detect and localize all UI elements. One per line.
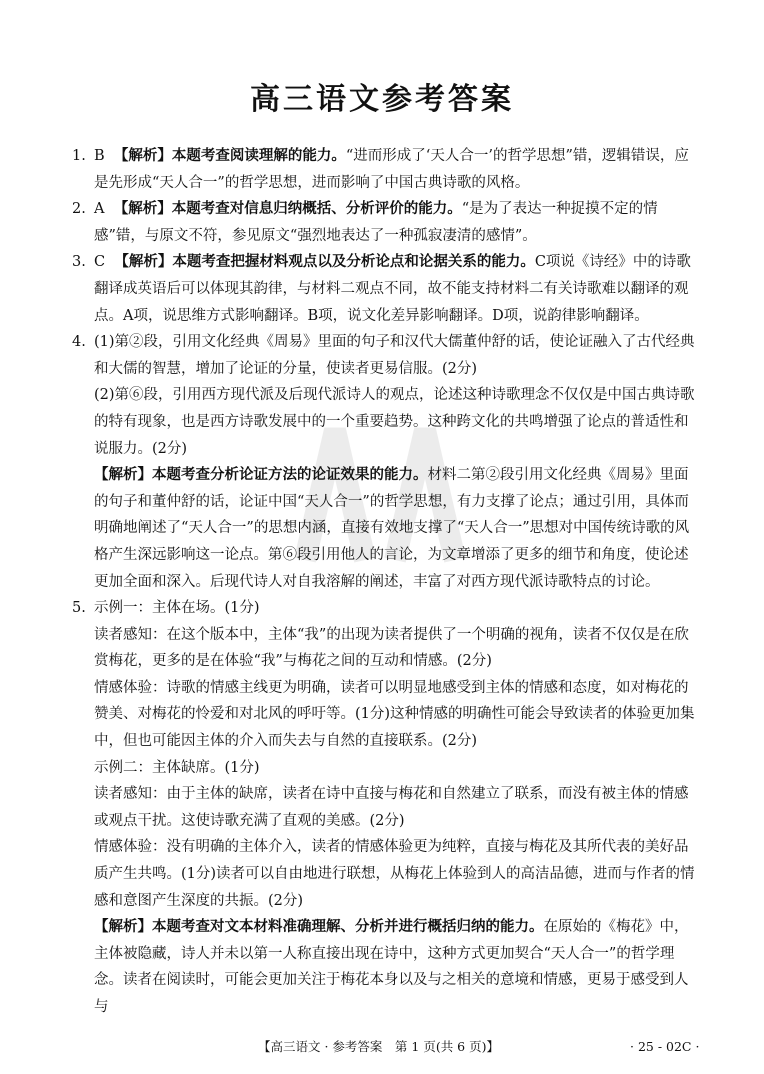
- answer-item-5-example-2-perception: 读者感知：由于主体的缺席，读者在诗中直接与梅花和自然建立了联系，而没有被主体的情感或观点干扰。这使诗歌充满了直观的美感。(2分): [94, 786, 689, 829]
- answer-text: (1)第②段，引用文化经典《周易》里面的句子和汉代大儒董仲舒的话，使论证融入了古代经典和大儒的智慧，增加了论证的分量，使读者更易信服。(2分): [94, 334, 695, 377]
- answer-item-4-part-1: [72, 329, 698, 382]
- analysis-text: 材料二第②段引用文化经典《周易》里面的句子和董仲舒的话，论证中国“天人合一”的哲学思想，有力支撑了论点；通过引用，具体而明确地阐述了“天人合一”的思想内涵，直接有效地支撑了“天人合一”思想对中国传统诗歌的风格产生深远影响这一论点。第⑥段引用他人的言论，为文章增添了更多的细节和角度，使论述更加全面和深入。后现代诗人对自我溶解的阐述，丰富了对西方现代派诗歌特点的讨论。: [94, 467, 690, 590]
- analysis-text: “是为了表达一种捉摸不定的情感”错，与原文不符，参见原文“强烈地表达了一种孤寂凄清的感情”。: [94, 201, 658, 244]
- answer-item-5-analysis: [72, 914, 698, 1020]
- answer-choice: B: [94, 148, 105, 164]
- answer-list: [72, 143, 698, 1021]
- analysis-lead: 本题考查对文本材料准确理解、分析并进行概括归纳的能力。: [152, 918, 544, 936]
- analysis-tag: 【解析】: [113, 147, 172, 164]
- question-number: 1.: [72, 148, 86, 164]
- answer-item-5-example-2-emotion: 情感体验：没有明确的主体介入，读者的情感体验更为纯粹，直接与梅花及其所代表的美好品质产生共鸣。(1分)读者可以自由地进行联想，从梅花上体验到人的高洁品德，进而与作者的情感和意图产生深度的共振。(2分): [94, 839, 695, 909]
- answer-item-2: [72, 196, 698, 249]
- question-number: 4.: [72, 334, 86, 351]
- analysis-text: 在原始的《梅花》中，主体被隐藏，诗人并未以第一人称直接出现在诗中，这种方式更加契合“天人合一”的哲学理念。读者在阅读时，可能会更加关注于梅花本身以及与之相关的意境和情感，更易于感受到人与: [94, 919, 689, 1015]
- answer-choice: C: [94, 254, 106, 271]
- analysis-tag: 【解析】: [94, 918, 152, 936]
- answer-item-1: [72, 143, 698, 196]
- answer-item-5-example-1-perception: 读者感知：在这个版本中，主体“我”的出现为读者提供了一个明确的视角，读者不仅仅是在欣赏梅花，更多的是在体验“我”与梅花之间的互动和情感。(2分): [94, 626, 689, 670]
- analysis-lead: 本题考查分析论证方法的论证效果的能力。: [152, 466, 428, 484]
- example-title: 示例一：主体在场。(1分): [94, 600, 260, 617]
- page-title: 高三语文参考答案: [250, 82, 514, 117]
- answer-choice: A: [94, 201, 105, 218]
- answer-item-4-part-2: (2)第⑥段，引用西方现代派及后现代派诗人的观点，论述这种诗歌理念不仅仅是中国古典诗歌的特有现象，也是西方诗歌发展中的一个重要趋势。这种跨文化的共鸣增强了论点的普适性和说服力。(2分): [94, 387, 695, 457]
- answer-item-5-example-1-emotion: 情感体验：诗歌的情感主线更为明确，读者可以明显地感受到主体的情感和态度，如对梅花的赞美、对梅花的怜爱和对北风的呼吁等。(1分)这种情感的明确性可能会导致读者的体验更加集中，但也可能因主体的介入而失去与自然的直接联系。(2分): [94, 679, 695, 750]
- footer-code: · 25 - 02C ·: [630, 1039, 700, 1054]
- analysis-tag: 【解析】: [113, 200, 172, 218]
- answer-item-4-analysis: [72, 462, 698, 595]
- analysis-lead: 本题考查阅读理解的能力。: [171, 147, 346, 164]
- analysis-lead: 本题考查对信息归纳概括、分析评价的能力。: [171, 200, 462, 218]
- analysis-lead: 本题考查把握材料观点以及分析论点和论据关系的能力。: [172, 253, 535, 271]
- page-footer: [0, 1037, 764, 1057]
- analysis-tag: 【解析】: [114, 253, 173, 271]
- analysis-tag: 【解析】: [94, 466, 152, 484]
- analysis-text: “进而形成了‘天人合一’的哲学思想”错，逻辑错误，应是先形成“天人合一”的哲学思想，进而影响了中国古典诗歌的风格。: [94, 148, 689, 191]
- analysis-text: C项说《诗经》中的诗歌翻译成英语后可以体现其韵律，与材料二观点不同，故不能支持材料二有关诗歌难以翻译的观点。A项，说思维方式影响翻译。B项，说文化差异影响翻译。D项，说韵律影响翻译。: [94, 254, 691, 324]
- question-number: 2.: [72, 201, 86, 218]
- answer-item-3: [72, 249, 698, 329]
- answer-item-5-example-2-title: 示例二：主体缺席。(1分): [94, 759, 260, 776]
- question-number: 3.: [72, 254, 86, 271]
- footer-page-info: 【高三语文 · 参考答案 第 1 页(共 6 页)】: [258, 1039, 499, 1054]
- answer-item-5-example-1-title: [72, 595, 698, 622]
- question-number: 5.: [72, 600, 86, 617]
